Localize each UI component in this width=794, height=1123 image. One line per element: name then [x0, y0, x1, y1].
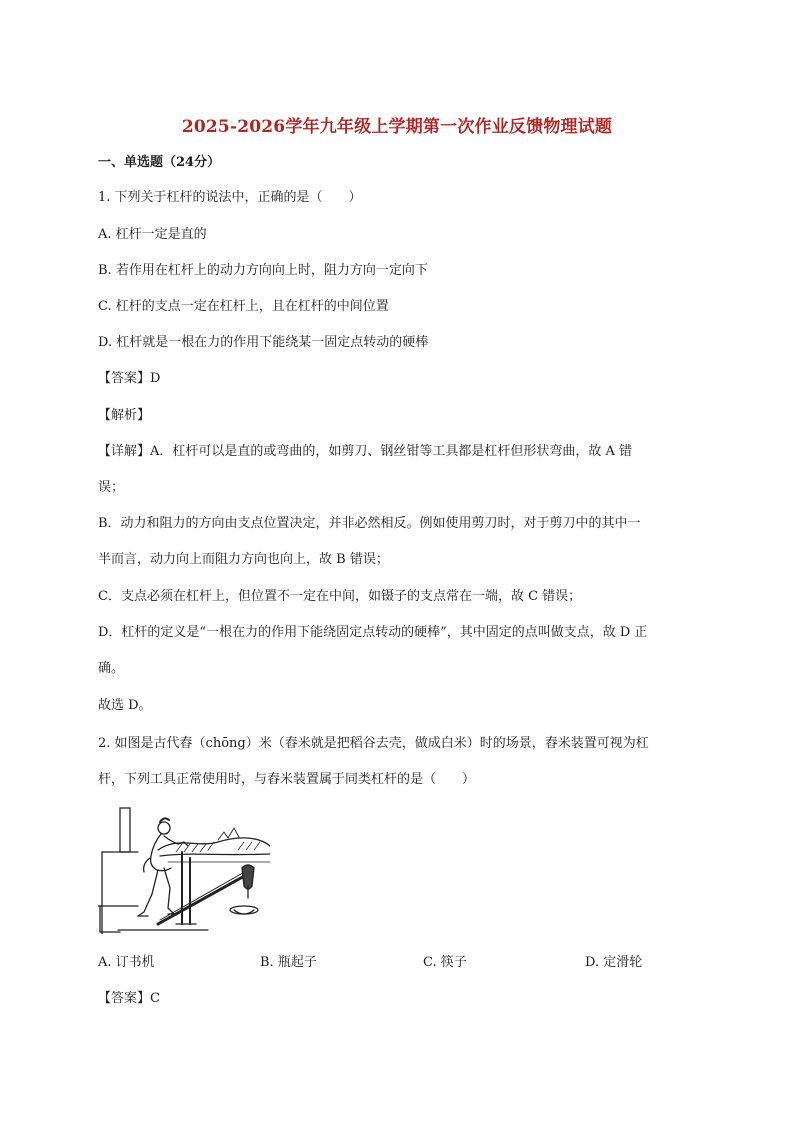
explanation-line: 【详解】A．杠杆可以是直的或弯曲的，如剪刀、钢丝钳等工具都是杠杆但形状弯曲，故 A 错 [98, 444, 633, 459]
question-2-stem-line: 杆，下列工具正常使用时，与舂米装置属于同类杠杆的是（ ） [98, 772, 476, 787]
explanation-line: D．杠杆的定义是“一根在力的作用下能绕固定点转动的硬棒”，其中固定的点叫做支点，故 D 正 [98, 625, 648, 640]
explanation-line: B．动力和阻力的方向由支点位置决定，并非必然相反。例如使用剪刀时，对于剪刀中的其中一 [98, 516, 641, 531]
question-2-option-c: C. 筷子 [423, 955, 467, 970]
question-1-option-b: B. 若作用在杠杆上的动力方向向上时，阻力方向一定向下 [98, 263, 428, 278]
question-1-stem: 1. 下列关于杠杆的说法中，正确的是（ ） [98, 190, 362, 205]
question-1-analysis-label: 【解析】 [98, 408, 151, 423]
explanation-line: 确。 [98, 661, 125, 676]
section-heading: 一、单选题（24分） [98, 155, 221, 170]
explanation-line: 半而言，动力向上而阻力方向也向上，故 B 错误； [98, 552, 389, 567]
question-2-stem-line: 2. 如图是古代舂（chōng）米（舂米就是把稻谷去壳，做成白米）时的场景，舂米装置可视为杠 [98, 736, 649, 751]
question-2-option-b: B. 瓶起子 [260, 955, 317, 970]
rice-pounding-illustration [98, 806, 270, 934]
explanation-line: 误； [98, 480, 125, 495]
document-title: 2025-2026学年九年级上学期第一次作业反馈物理试题 [181, 117, 613, 137]
explanation-line: 故选 D。 [98, 698, 152, 713]
question-2-answer: 【答案】C [98, 991, 160, 1006]
question-1-option-d: D. 杠杆就是一根在力的作用下能绕某一固定点转动的硬棒 [98, 335, 429, 350]
explanation-line: C．支点必须在杠杆上，但位置不一定在中间，如镊子的支点常在一端，故 C 错误； [98, 589, 582, 604]
question-1-option-a: A. 杠杆一定是直的 [98, 227, 207, 242]
question-2-option-d: D. 定滑轮 [585, 955, 643, 970]
question-1-answer: 【答案】D [98, 371, 161, 386]
question-2-option-a: A. 订书机 [98, 955, 155, 970]
question-1-option-c: C. 杠杆的支点一定在杠杆上，且在杠杆的中间位置 [98, 299, 389, 314]
